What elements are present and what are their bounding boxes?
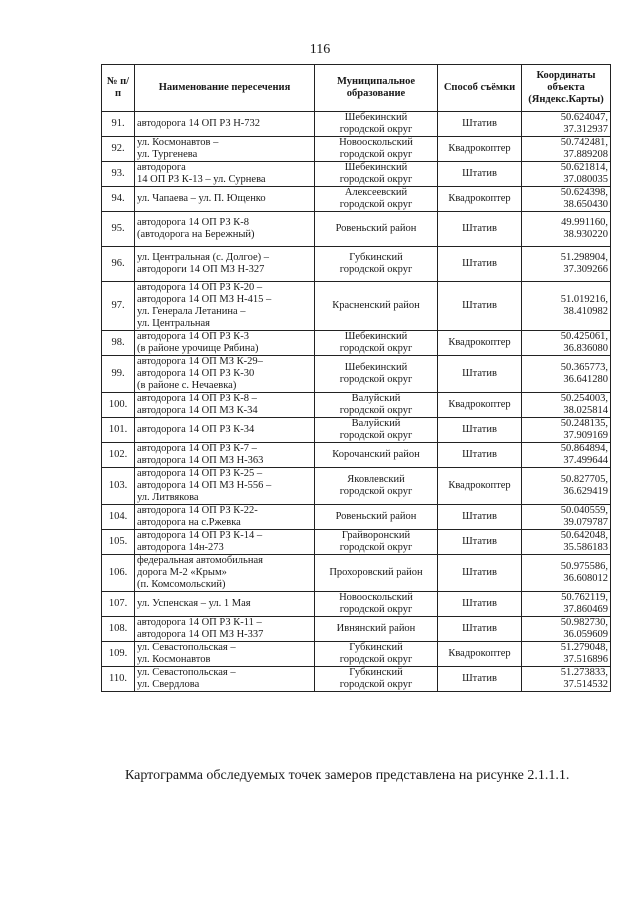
- coordinate-value: 37.889208: [563, 149, 608, 160]
- coordinates: [522, 247, 611, 282]
- intersection-name-line: автодорога 14 ОП РЗ К-14 –: [137, 530, 263, 541]
- municipality: [315, 162, 438, 187]
- coordinate-value: 50.425061,: [560, 331, 608, 342]
- page-number: 116: [309, 42, 331, 57]
- intersection-name-line: автодорога 14 ОП РЗ К-20 –: [137, 282, 263, 293]
- intersection-name-line: ул. Севастопольская –: [137, 642, 236, 653]
- intersection-name-line: ул. Тургенева: [137, 149, 198, 160]
- table-row: [102, 667, 611, 692]
- intersection-name-line: ул. Генерала Летанина –: [137, 306, 246, 317]
- intersection-name-line: (п. Комсомольский): [137, 579, 226, 590]
- row-number: 99.: [102, 356, 135, 393]
- municipality-line: Губкинский: [349, 642, 403, 653]
- coordinates: [522, 356, 611, 393]
- municipality: [315, 468, 438, 505]
- header-method: Способ съёмки: [438, 65, 522, 112]
- survey-method: Квадрокоптер: [438, 331, 522, 356]
- intersection-name: [135, 418, 315, 443]
- municipality-line: городской округ: [339, 654, 413, 665]
- coordinates: [522, 505, 611, 530]
- municipality-line: городской округ: [339, 486, 413, 497]
- intersection-name-line: автодорога 14 ОП МЗ Н-415 –: [137, 294, 272, 305]
- municipality-line: городской округ: [339, 343, 413, 354]
- coordinate-value: 50.040559,: [560, 505, 608, 516]
- intersection-name: [135, 530, 315, 555]
- municipality: [315, 505, 438, 530]
- municipality: [315, 247, 438, 282]
- header-coords: Координаты объекта (Яндекс.Карты): [522, 65, 611, 112]
- survey-method: Штатив: [438, 505, 522, 530]
- intersection-name: [135, 468, 315, 505]
- table-row: [102, 592, 611, 617]
- table-row: [102, 617, 611, 642]
- municipality-line: городской округ: [339, 604, 413, 615]
- intersection-name-line: (в районе с. Нечаевка): [137, 380, 237, 391]
- coordinate-value: 50.742481,: [560, 137, 608, 148]
- intersection-name: [135, 247, 315, 282]
- table-body: [102, 112, 611, 692]
- municipality-line: городской округ: [339, 149, 413, 160]
- municipality: [315, 642, 438, 667]
- table-row: [102, 247, 611, 282]
- intersection-name-line: ул. Центральная (с. Долгое) –: [137, 252, 269, 263]
- intersection-name: [135, 667, 315, 692]
- survey-method: Штатив: [438, 617, 522, 642]
- coordinate-value: 38.025814: [563, 405, 608, 416]
- row-number: 93.: [102, 162, 135, 187]
- coordinates: [522, 418, 611, 443]
- coordinates: [522, 443, 611, 468]
- table-row: [102, 356, 611, 393]
- coordinate-value: 36.608012: [563, 573, 608, 584]
- coordinate-value: 49.991160,: [561, 217, 608, 228]
- coordinates: [522, 187, 611, 212]
- table-row: [102, 162, 611, 187]
- table-row: [102, 555, 611, 592]
- intersection-name-line: автодорога 14н-273: [137, 542, 224, 553]
- intersection-name: [135, 505, 315, 530]
- intersection-name: [135, 137, 315, 162]
- municipality: [315, 393, 438, 418]
- municipality-line: городской округ: [339, 264, 413, 275]
- intersection-name-line: автодорога 14 ОП РЗ К-11 –: [137, 617, 262, 628]
- coordinate-value: 38.650430: [563, 199, 608, 210]
- intersection-name-line: автодорога 14 ОП РЗ К-30: [137, 368, 255, 379]
- row-number: 108.: [102, 617, 135, 642]
- municipality-line: городской округ: [339, 174, 413, 185]
- coordinate-value: 50.982730,: [560, 617, 608, 628]
- coordinate-value: 38.930220: [563, 229, 608, 240]
- table-row: [102, 112, 611, 137]
- survey-method: Штатив: [438, 112, 522, 137]
- survey-method: Квадрокоптер: [438, 468, 522, 505]
- table-row: [102, 282, 611, 331]
- intersection-name-line: автодорога 14 ОП РЗ К-7 –: [137, 443, 257, 454]
- coordinate-value: 37.516896: [563, 654, 608, 665]
- coordinates: [522, 282, 611, 331]
- municipality-line: Валуйский: [351, 393, 401, 404]
- municipality-line: Ровеньский район: [335, 223, 417, 234]
- municipality: [315, 331, 438, 356]
- row-number: 98.: [102, 331, 135, 356]
- coordinate-value: 50.642048,: [560, 530, 608, 541]
- coordinates: [522, 642, 611, 667]
- intersection-name-line: автодорога 14 ОП РЗ К-3: [137, 331, 249, 342]
- intersection-name-line: автодорога 14 ОП РЗ К-8: [137, 217, 249, 228]
- survey-method: Штатив: [438, 667, 522, 692]
- survey-method: Штатив: [438, 592, 522, 617]
- municipality-line: Прохоровский район: [329, 567, 423, 578]
- municipality-line: Новооскольский: [339, 137, 413, 148]
- intersection-name: [135, 187, 315, 212]
- coordinates: [522, 212, 611, 247]
- coordinate-value: 50.762119,: [561, 592, 608, 603]
- municipality: [315, 617, 438, 642]
- municipality: [315, 667, 438, 692]
- municipality-line: Губкинский: [349, 667, 403, 678]
- intersection-name: [135, 555, 315, 592]
- coordinate-value: 35.586183: [563, 542, 608, 553]
- coordinates: [522, 555, 611, 592]
- coordinate-value: 36.629419: [563, 486, 608, 497]
- intersection-name-line: автодорога 14 ОП РЗ К-8 –: [137, 393, 257, 404]
- coordinate-value: 50.248135,: [560, 418, 608, 429]
- survey-method: Штатив: [438, 555, 522, 592]
- coordinate-value: 50.624398,: [560, 187, 608, 198]
- intersection-name-line: автодорога 14 ОП МЗ К-29–: [137, 356, 263, 367]
- municipality: [315, 530, 438, 555]
- intersection-name: [135, 282, 315, 331]
- coordinate-value: 37.309266: [563, 264, 608, 275]
- coordinates: [522, 468, 611, 505]
- coordinates: [522, 137, 611, 162]
- intersection-name-line: автодорога 14 ОП МЗ К-34: [137, 405, 258, 416]
- row-number: 97.: [102, 282, 135, 331]
- survey-method: Квадрокоптер: [438, 137, 522, 162]
- survey-method: Штатив: [438, 212, 522, 247]
- municipality: [315, 212, 438, 247]
- municipality: [315, 418, 438, 443]
- coordinates: [522, 393, 611, 418]
- municipality-line: Шебекинский: [344, 362, 408, 373]
- coordinates: [522, 162, 611, 187]
- municipality-line: Ровеньский район: [335, 511, 417, 522]
- municipality-line: городской округ: [339, 199, 413, 210]
- municipality-line: городской округ: [339, 542, 413, 553]
- coordinates: [522, 112, 611, 137]
- row-number: 96.: [102, 247, 135, 282]
- row-number: 92.: [102, 137, 135, 162]
- intersection-name: [135, 393, 315, 418]
- table-row: [102, 530, 611, 555]
- municipality-line: Грайворонский: [341, 530, 411, 541]
- intersection-name: [135, 592, 315, 617]
- municipality-line: Ивнянский район: [336, 623, 416, 634]
- intersection-name-line: автодорога 14 ОП РЗ К-34: [137, 424, 255, 435]
- row-number: 102.: [102, 443, 135, 468]
- coordinate-value: 51.279048,: [560, 642, 608, 653]
- coordinate-value: 37.080035: [563, 174, 608, 185]
- survey-method: Квадрокоптер: [438, 393, 522, 418]
- row-number: 101.: [102, 418, 135, 443]
- coordinate-value: 36.059609: [563, 629, 608, 640]
- municipality-line: городской округ: [339, 430, 413, 441]
- municipality-line: городской округ: [339, 124, 413, 135]
- intersection-name: [135, 162, 315, 187]
- coordinates: [522, 530, 611, 555]
- coordinate-value: 50.254003,: [560, 393, 608, 404]
- municipality-line: Шебекинский: [344, 112, 408, 123]
- table-row: [102, 443, 611, 468]
- row-number: 109.: [102, 642, 135, 667]
- row-number: 106.: [102, 555, 135, 592]
- municipality: [315, 187, 438, 212]
- municipality: [315, 112, 438, 137]
- table-row: [102, 137, 611, 162]
- row-number: 100.: [102, 393, 135, 418]
- table-row: [102, 393, 611, 418]
- header-muni: Муниципальное образование: [315, 65, 438, 112]
- intersection-name-line: ул. Центральная: [137, 318, 210, 329]
- intersection-name-line: автодорога 14 ОП РЗ Н-732: [137, 118, 261, 129]
- figure-caption: Картограмма обследуемых точек замеров представлена на рисунке 2.1.1.1.: [125, 768, 570, 783]
- intersection-name-line: ул. Космонавтов: [137, 654, 211, 665]
- coordinate-value: 51.019216,: [560, 294, 608, 305]
- row-number: 104.: [102, 505, 135, 530]
- intersection-name-line: ул. Космонавтов –: [137, 137, 219, 148]
- row-number: 94.: [102, 187, 135, 212]
- intersection-name-line: ул. Свердлова: [137, 679, 200, 690]
- intersection-name-line: дорога М-2 «Крым»: [137, 567, 227, 578]
- municipality-line: Красненский район: [332, 300, 420, 311]
- coordinate-value: 36.836080: [563, 343, 608, 354]
- coordinates: [522, 617, 611, 642]
- coordinate-value: 50.624047,: [560, 112, 608, 123]
- intersection-name-line: автодорога: [137, 162, 186, 173]
- municipality-line: Новооскольский: [339, 592, 413, 603]
- row-number: 105.: [102, 530, 135, 555]
- municipality-line: Алексеевский: [344, 187, 408, 198]
- coordinate-value: 51.298904,: [560, 252, 608, 263]
- survey-method: Штатив: [438, 282, 522, 331]
- intersection-name-line: ул. Севастопольская –: [137, 667, 236, 678]
- intersection-name-line: федеральная автомобильная: [137, 555, 263, 566]
- intersection-name-line: ул. Чапаева – ул. П. Ющенко: [137, 193, 266, 204]
- municipality-line: городской округ: [339, 405, 413, 416]
- table-row: [102, 212, 611, 247]
- survey-method: Квадрокоптер: [438, 187, 522, 212]
- coordinate-value: 37.909169: [563, 430, 608, 441]
- coordinate-value: 38.410982: [563, 306, 608, 317]
- coordinate-value: 37.860469: [563, 604, 608, 615]
- intersection-name-line: автодороги 14 ОП МЗ Н-327: [137, 264, 265, 275]
- header-name: Наименование пересечения: [135, 65, 315, 112]
- table-row: [102, 187, 611, 212]
- coordinate-value: 37.499644: [563, 455, 608, 466]
- municipality-line: городской округ: [339, 679, 413, 690]
- intersection-name-line: ул. Литвякова: [137, 492, 199, 503]
- coordinate-value: 39.079787: [563, 517, 608, 528]
- survey-method: Штатив: [438, 443, 522, 468]
- coordinates: [522, 667, 611, 692]
- intersection-name: [135, 331, 315, 356]
- intersection-name: [135, 642, 315, 667]
- coordinate-value: 37.312937: [563, 124, 608, 135]
- intersection-name-line: (автодорога на Бережный): [137, 229, 255, 240]
- intersection-name-line: автодорога 14 ОП МЗ Н-556 –: [137, 480, 272, 491]
- municipality: [315, 555, 438, 592]
- coordinate-value: 37.514532: [563, 679, 608, 690]
- intersection-name-line: автодорога 14 ОП РЗ К-25 –: [137, 468, 263, 479]
- coordinate-value: 36.641280: [563, 374, 608, 385]
- municipality: [315, 282, 438, 331]
- municipality: [315, 137, 438, 162]
- table-row: [102, 505, 611, 530]
- coordinate-value: 50.365773,: [560, 362, 608, 373]
- municipality-line: Губкинский: [349, 252, 403, 263]
- survey-method: Штатив: [438, 418, 522, 443]
- intersection-name-line: автодорога 14 ОП РЗ К-22-: [137, 505, 258, 516]
- survey-method: Штатив: [438, 530, 522, 555]
- intersection-name-line: автодорога 14 ОП МЗ Н-363: [137, 455, 264, 466]
- intersection-name-line: (в районе урочище Рябина): [137, 343, 259, 354]
- row-number: 110.: [102, 667, 135, 692]
- municipality-line: Валуйский: [351, 418, 401, 429]
- municipality: [315, 443, 438, 468]
- municipality-line: Шебекинский: [344, 162, 408, 173]
- coordinates: [522, 331, 611, 356]
- coordinate-value: 50.975586,: [560, 561, 608, 572]
- municipality-line: Корочанский район: [332, 449, 420, 460]
- intersection-name-line: 14 ОП РЗ К-13 – ул. Сурнева: [137, 174, 266, 185]
- table-row: [102, 418, 611, 443]
- intersection-name: [135, 112, 315, 137]
- survey-method: Штатив: [438, 356, 522, 393]
- intersections-table: [101, 64, 611, 692]
- intersection-name-line: автодорога на с.Ржевка: [137, 517, 241, 528]
- survey-method: Штатив: [438, 162, 522, 187]
- municipality-line: Яковлевский: [347, 474, 405, 485]
- coordinate-value: 50.864894,: [560, 443, 608, 454]
- row-number: 103.: [102, 468, 135, 505]
- survey-method: Квадрокоптер: [438, 642, 522, 667]
- table-row: [102, 468, 611, 505]
- municipality: [315, 592, 438, 617]
- coordinate-value: 51.273833,: [560, 667, 608, 678]
- table-row: [102, 642, 611, 667]
- intersection-name: [135, 356, 315, 393]
- coordinates: [522, 592, 611, 617]
- intersection-name: [135, 443, 315, 468]
- table-header-row: [102, 65, 611, 112]
- survey-method: Штатив: [438, 247, 522, 282]
- row-number: 91.: [102, 112, 135, 137]
- row-number: 107.: [102, 592, 135, 617]
- intersection-name: [135, 212, 315, 247]
- header-num: № п/п: [102, 65, 135, 112]
- coordinate-value: 50.827705,: [560, 474, 608, 485]
- row-number: 95.: [102, 212, 135, 247]
- municipality: [315, 356, 438, 393]
- intersection-name: [135, 617, 315, 642]
- intersection-name-line: ул. Успенская – ул. 1 Мая: [137, 598, 251, 609]
- coordinate-value: 50.621814,: [560, 162, 608, 173]
- municipality-line: Шебекинский: [344, 331, 408, 342]
- municipality-line: городской округ: [339, 374, 413, 385]
- table-row: [102, 331, 611, 356]
- intersection-name-line: автодорога 14 ОП МЗ Н-337: [137, 629, 264, 640]
